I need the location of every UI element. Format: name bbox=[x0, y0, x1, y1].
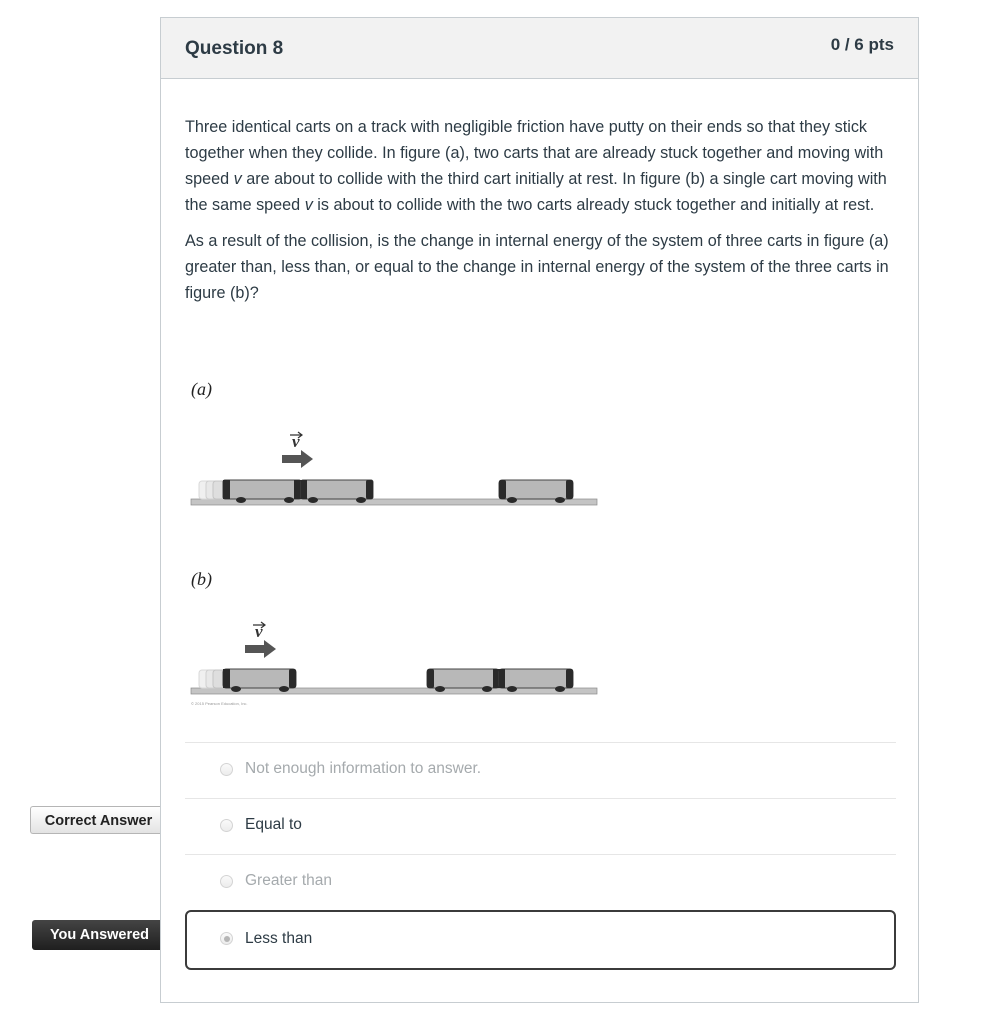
question-header bbox=[161, 18, 918, 79]
answer-label: Greater than bbox=[245, 872, 333, 889]
answer-option-greater-than[interactable] bbox=[185, 854, 896, 910]
radio-button[interactable] bbox=[220, 763, 233, 776]
question-text bbox=[185, 114, 899, 316]
answer-list bbox=[185, 742, 896, 970]
radio-button-selected[interactable] bbox=[220, 932, 233, 945]
figure-b-label: (b) bbox=[191, 569, 212, 589]
correct-answer-tag-label: Correct Answer bbox=[30, 806, 166, 834]
answer-option-equal-to[interactable] bbox=[185, 798, 896, 854]
answer-label: Not enough information to answer. bbox=[245, 760, 482, 777]
figure-b-diagram bbox=[189, 613, 601, 708]
you-answered-tag-label: You Answered bbox=[32, 920, 167, 950]
svg-text:v: v bbox=[292, 432, 300, 451]
question-paragraph-2: As a result of the collision, is the change in internal energy of the system of three carts in figure (a) greater than, less than, or equal to the change in internal energy of the system of the three carts in figure (b)? bbox=[185, 232, 889, 302]
correct-answer-tag bbox=[30, 806, 180, 834]
answer-option-not-enough-info[interactable] bbox=[185, 742, 896, 798]
answer-option-less-than[interactable] bbox=[185, 910, 896, 970]
svg-text:v: v bbox=[255, 622, 263, 641]
radio-button[interactable] bbox=[220, 819, 233, 832]
question-title: Question 8 bbox=[185, 38, 284, 59]
question-card bbox=[160, 17, 919, 1003]
figure-copyright: © 2015 Pearson Education, Inc. bbox=[191, 701, 248, 706]
answer-label: Equal to bbox=[245, 816, 302, 833]
figure-a-label: (a) bbox=[191, 379, 212, 399]
question-points: 0 / 6 pts bbox=[830, 35, 894, 54]
figure-a-diagram bbox=[189, 423, 601, 513]
radio-button[interactable] bbox=[220, 875, 233, 888]
answer-label: Less than bbox=[245, 930, 313, 947]
question-paragraph-1: Three identical carts on a track with negligible friction have putty on their ends so that they stick together when they collide. In figure (a), two carts that are already stuck together and moving with speed v are about to collide with the third cart initially at rest. In figure (b) a single cart moving with the same speed v is about to collide with the two carts already stuck together and initially at rest. bbox=[185, 118, 887, 214]
